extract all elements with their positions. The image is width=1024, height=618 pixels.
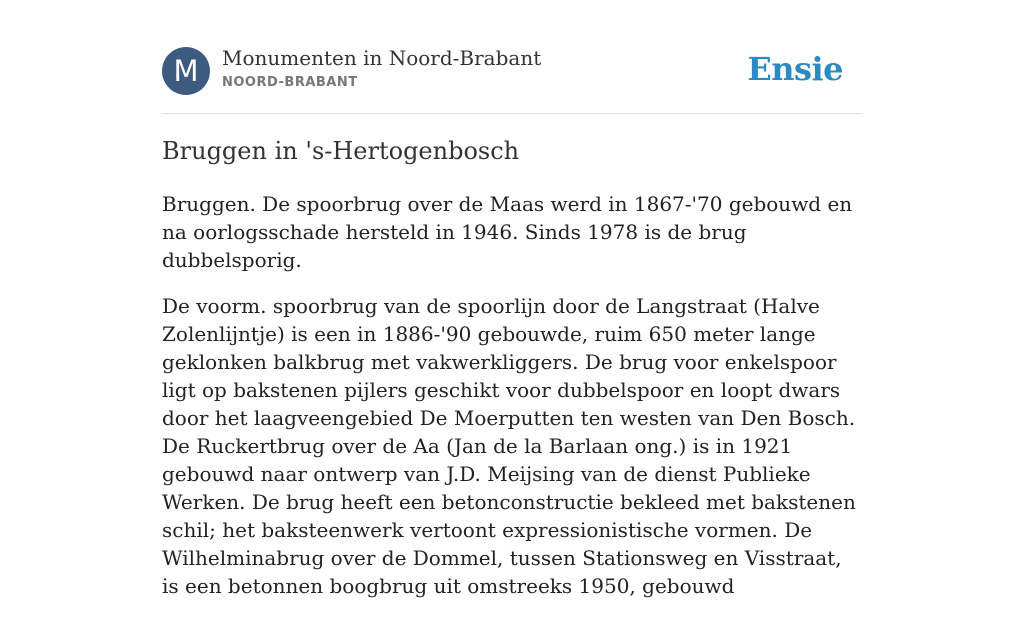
brand-logo[interactable]: Ensie [747,50,843,88]
article-body [162,190,862,618]
article-paragraph: De voorm. spoorbrug van de spoorlijn door de Langstraat (Halve Zolenlijntje) is een in 1886-'90 gebouwde, ruim 650 meter lange geklonken balkbrug met vakwerkliggers. De brug voor enkelspoor ligt op bakstenen pijlers geschikt voor dubbelspoor en loopt dwars door het laagveengebied De Moerputten ten westen van Den Bosch. De Ruckertbrug over de Aa (Jan de la Barlaan ong.) is in 1921 gebouwd naar ontwerp van J.D. Meijsing van de dienst Publieke Werken. De brug heeft een betonconstructie bekleed met bakstenen schil; het baksteenwerk vertoont expressionistische vormen. De Wilhelminabrug over de Dommel, tussen Stationsweg en Visstraat, is een betonnen boogbrug uit omstreeks 1950, gebouwd [162,294,856,598]
header [162,0,862,114]
page-container [162,0,862,598]
avatar[interactable]: M [162,47,210,95]
site-subtitle[interactable]: NOORD-BRABANT [222,75,358,90]
article-title: Bruggen in 's-Hertogenbosch [162,137,520,165]
site-title[interactable]: Monumenten in Noord-Brabant [222,46,542,70]
article-paragraph: Bruggen. De spoorbrug over de Maas werd in 1867-'70 gebouwd en na oorlogsschade hersteld in 1946. Sinds 1978 is de brug dubbelsporig. [162,192,853,272]
